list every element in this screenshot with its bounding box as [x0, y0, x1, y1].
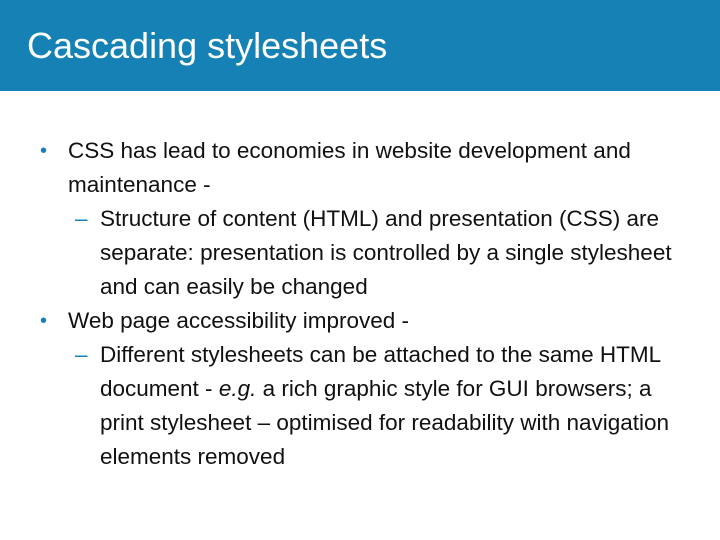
title-bar	[0, 0, 720, 91]
sub-bullet-item	[0, 202, 690, 304]
dash-icon: –	[75, 342, 88, 367]
sub-bullet-text	[100, 342, 669, 469]
slide-title: Cascading stylesheets	[27, 25, 388, 66]
sub-bullet-text-part: a rich graphic style for GUI browsers; a print stylesheet – optimised for readability with navigation elements removed	[100, 376, 670, 469]
bullet-icon: •	[40, 310, 48, 332]
bullet-item	[0, 304, 688, 338]
bullet-icon: •	[40, 140, 48, 162]
dash-icon: –	[75, 206, 88, 231]
bullet-text: CSS has lead to economies in website development and maintenance -	[68, 138, 631, 197]
bullet-text: Web page accessibility improved -	[68, 308, 409, 333]
slide-content	[0, 134, 720, 474]
sub-bullet-item	[0, 338, 690, 474]
bullet-item	[0, 134, 688, 202]
sub-bullet-text: Structure of content (HTML) and presentation (CSS) are separate: presentation is controlled by a single stylesheet and can easily be changed	[100, 206, 672, 299]
sub-bullet-text-italic: e.g.	[218, 376, 257, 401]
sub-bullet-text-part: Different stylesheets can be attached to the same HTML document -	[100, 342, 661, 401]
